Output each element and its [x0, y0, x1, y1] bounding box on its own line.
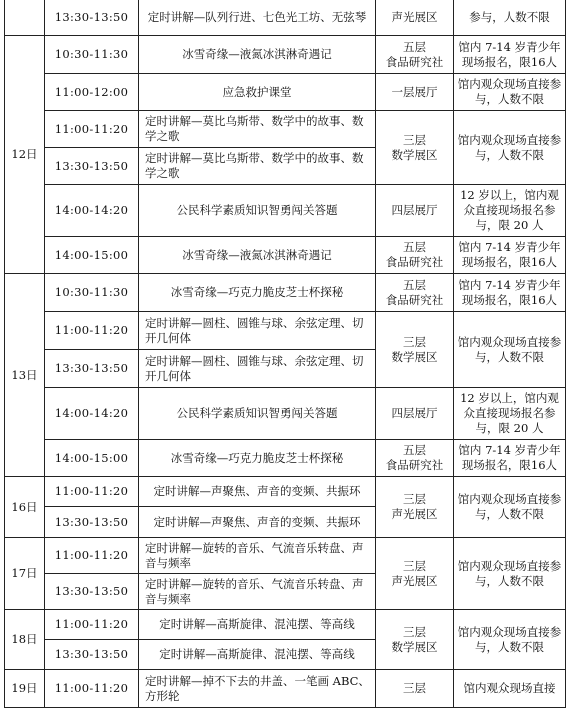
time-cell: 10:30-11:30 — [45, 36, 139, 74]
location-cell — [376, 237, 454, 274]
schedule-table — [4, 0, 566, 708]
location-line: 五层 — [403, 39, 426, 54]
location-line: 三层 — [403, 132, 426, 147]
date-cell: 19日 — [5, 670, 45, 708]
table-row — [5, 74, 566, 111]
activity-cell: 定时讲解—旋转的音乐、气流音乐转盘、声音与频率 — [139, 538, 376, 574]
note-cell: 馆内 7-14 岁青少年现场报名，限16人 — [454, 237, 566, 274]
note-cell: 馆内观众现场直接参与，人数不限 — [454, 538, 566, 610]
time-cell: 11:00-12:00 — [45, 74, 139, 111]
activity-cell: 冰雪奇缘—液氮冰淇淋奇遇记 — [139, 237, 376, 274]
table-row — [5, 477, 566, 507]
activity-cell: 定时讲解—莫比乌斯带、数学中的故事、数学之歌 — [139, 111, 376, 148]
location-line: 三层 — [403, 681, 426, 695]
activity-cell: 冰雪奇缘—液氮冰淇淋奇遇记 — [139, 36, 376, 74]
location-cell — [376, 670, 454, 708]
location-line: 五层 — [403, 277, 426, 292]
location-cell — [376, 477, 454, 538]
location-line: 食品研究社 — [385, 458, 444, 472]
activity-cell: 定时讲解—莫比乌斯带、数学中的故事、数学之歌 — [139, 148, 376, 185]
time-cell: 11:00-11:20 — [45, 610, 139, 640]
time-cell: 13:30-13:50 — [45, 574, 139, 610]
time-cell: 13:30-13:50 — [45, 640, 139, 670]
note-cell: 馆内观众现场直接参与，人数不限 — [454, 74, 566, 111]
location-line: 声光展区 — [391, 573, 438, 588]
location-cell — [376, 36, 454, 74]
table-row — [5, 610, 566, 640]
location-cell — [376, 440, 454, 477]
table-row — [5, 312, 566, 350]
time-cell: 11:00-11:20 — [45, 538, 139, 574]
location-cell — [376, 388, 454, 440]
location-line: 五层 — [403, 240, 426, 254]
location-cell — [376, 538, 454, 610]
location-line: 四层展厅 — [391, 203, 438, 217]
location-line: 一层展厅 — [391, 84, 438, 99]
location-line: 声光展区 — [391, 507, 438, 521]
time-cell: 11:00-11:20 — [45, 477, 139, 507]
time-cell: 13:30-13:50 — [45, 0, 139, 36]
time-cell: 13:30-13:50 — [45, 350, 139, 388]
location-cell — [376, 312, 454, 388]
location-line: 食品研究社 — [385, 255, 444, 269]
location-line: 数学展区 — [391, 349, 438, 364]
location-line: 四层展厅 — [391, 406, 438, 420]
note-cell: 馆内 7-14 岁青少年现场报名，限16人 — [454, 36, 566, 74]
date-cell: 12日 — [5, 36, 45, 274]
table-row — [5, 237, 566, 274]
note-cell: 馆内观众现场直接参与，人数不限 — [454, 610, 566, 670]
activity-cell: 定时讲解—声聚焦、声音的变频、共振环 — [139, 507, 376, 538]
note-cell: 馆内观众现场直接参与，人数不限 — [454, 312, 566, 388]
date-cell: 13日 — [5, 274, 45, 477]
table-row — [5, 388, 566, 440]
note-cell: 12 岁以上，馆内观众直接现场报名参与，限 20 人 — [454, 388, 566, 440]
activity-cell: 定时讲解—高斯旋律、混沌摆、等高线 — [139, 610, 376, 640]
location-line: 三层 — [403, 624, 426, 639]
activity-cell: 定时讲解—圆柱、圆锥与球、余弦定理、切开几何体 — [139, 350, 376, 388]
location-line: 数学展区 — [391, 147, 438, 162]
location-cell — [376, 185, 454, 237]
table-row — [5, 440, 566, 477]
location-cell — [376, 610, 454, 670]
location-line: 三层 — [403, 492, 426, 506]
location-line: 三层 — [403, 334, 426, 349]
time-cell: 14:00-14:20 — [45, 185, 139, 237]
time-cell: 14:00-15:00 — [45, 440, 139, 477]
activity-cell: 定时讲解—圆柱、圆锥与球、余弦定理、切开几何体 — [139, 312, 376, 350]
time-cell: 14:00-15:00 — [45, 237, 139, 274]
date-cell: 17日 — [5, 538, 45, 610]
activity-cell: 定时讲解—队列行进、七色光工坊、无弦琴 — [139, 0, 376, 36]
activity-cell: 公民科学素质知识智勇闯关答题 — [139, 388, 376, 440]
note-cell: 馆内 7-14 岁青少年现场报名，限16人 — [454, 440, 566, 477]
location-line: 三层 — [403, 558, 426, 573]
activity-cell: 应急救护课堂 — [139, 74, 376, 111]
location-line: 食品研究社 — [385, 292, 444, 307]
date-cell: 18日 — [5, 610, 45, 670]
note-cell: 参与，人数不限 — [454, 0, 566, 36]
location-line: 声光展区 — [391, 10, 438, 24]
time-cell: 13:30-13:50 — [45, 148, 139, 185]
table-row — [5, 111, 566, 148]
note-cell: 馆内 7-14 岁青少年现场报名，限16人 — [454, 274, 566, 312]
location-cell — [376, 111, 454, 185]
table-row — [5, 36, 566, 74]
time-cell: 11:00-11:20 — [45, 312, 139, 350]
table-row — [5, 0, 566, 36]
activity-cell: 定时讲解—旋转的音乐、气流音乐转盘、声音与频率 — [139, 574, 376, 610]
note-cell: 馆内观众现场直接 — [454, 670, 566, 708]
date-cell — [5, 0, 45, 36]
location-cell — [376, 274, 454, 312]
time-cell: 11:00-11:20 — [45, 670, 139, 708]
activity-cell: 公民科学素质知识智勇闯关答题 — [139, 185, 376, 237]
date-cell: 16日 — [5, 477, 45, 538]
note-cell: 12 岁以上，馆内观众直接现场报名参与，限 20 人 — [454, 185, 566, 237]
activity-cell: 定时讲解—高斯旋律、混沌摆、等高线 — [139, 640, 376, 670]
table-row — [5, 185, 566, 237]
location-line: 数学展区 — [391, 639, 438, 654]
time-cell: 11:00-11:20 — [45, 111, 139, 148]
location-cell — [376, 0, 454, 36]
table-row — [5, 274, 566, 312]
location-line: 食品研究社 — [385, 54, 444, 69]
time-cell: 14:00-14:20 — [45, 388, 139, 440]
location-line: 五层 — [403, 443, 426, 457]
time-cell: 10:30-11:30 — [45, 274, 139, 312]
note-cell: 馆内观众现场直接参与，人数不限 — [454, 111, 566, 185]
table-row — [5, 538, 566, 574]
table-row — [5, 670, 566, 708]
activity-cell: 定时讲解—掉不下去的井盖、一笔画 ABC、方形轮 — [139, 670, 376, 708]
time-cell: 13:30-13:50 — [45, 507, 139, 538]
activity-cell: 冰雪奇缘—巧克力脆皮芝士杯探秘 — [139, 440, 376, 477]
activity-cell: 冰雪奇缘—巧克力脆皮芝士杯探秘 — [139, 274, 376, 312]
note-cell: 馆内观众现场直接参与，人数不限 — [454, 477, 566, 538]
location-cell — [376, 74, 454, 111]
activity-cell: 定时讲解—声聚焦、声音的变频、共振环 — [139, 477, 376, 507]
